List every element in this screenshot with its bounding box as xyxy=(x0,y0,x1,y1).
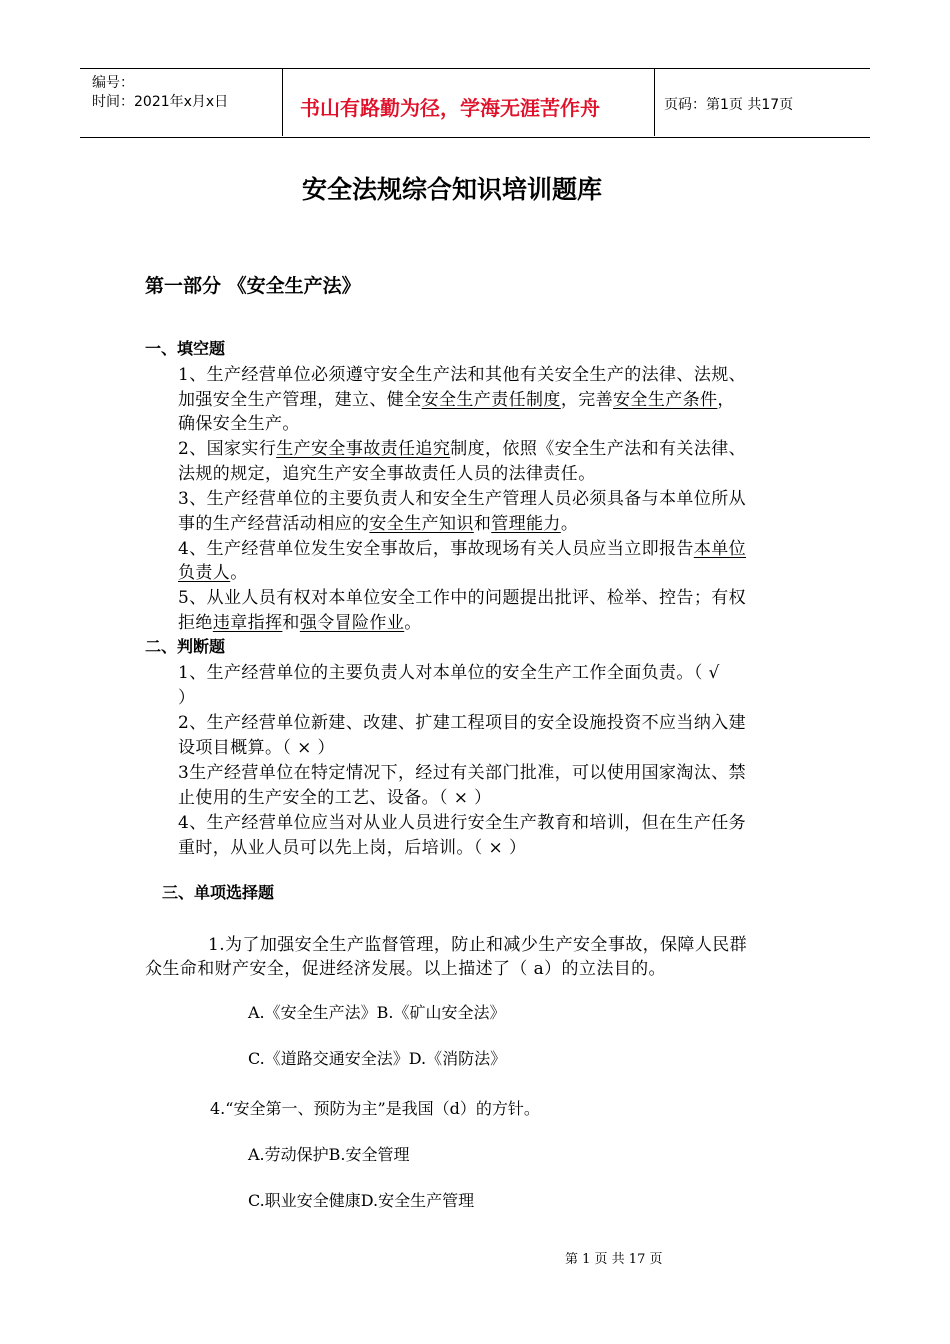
question-line: 设项目概算。（ × ） xyxy=(178,738,335,758)
question-line: 1、生产经营单位的主要负责人对本单位的安全生产工作全面负责。（ √ xyxy=(178,663,720,683)
option-line: C.《道路交通安全法》D.《消防法》 xyxy=(248,1049,507,1068)
text: 加强安全生产管理，建立、健全 xyxy=(178,390,422,410)
section-heading-single-choice: 三、单项选择题 xyxy=(162,883,275,902)
text: 4、生产经营单位发生安全事故后，事故现场有关人员应当立即报告 xyxy=(178,539,694,559)
question-line: 众生命和财产安全，促进经济发展。以上描述了（ a）的立法目的。 xyxy=(145,959,666,979)
answer: 本单位 xyxy=(693,539,747,559)
answer: 安全生产责任制度 xyxy=(421,390,561,410)
header-divider xyxy=(282,68,283,136)
question-line: 止使用的生产安全的工艺、设备。（ × ） xyxy=(178,788,492,808)
text: 事的生产经营活动相应的 xyxy=(178,514,370,534)
text: 制度，依照《安全生产法和有关法律、 xyxy=(450,439,747,459)
question-line xyxy=(178,509,578,534)
option-line: C.职业安全健康D.安全生产管理 xyxy=(248,1191,475,1210)
question-line: 1、生产经营单位必须遵守安全生产法和其他有关安全生产的法律、法规、 xyxy=(178,365,747,385)
answer: 负责人 xyxy=(178,563,231,583)
answer: 生产安全事故责任追究 xyxy=(276,439,451,459)
page-label: 页码：第1页 共17页 xyxy=(664,97,794,113)
motto: 书山有路勤为径，学海无涯苦作舟 xyxy=(300,96,600,120)
number-label: 编号： xyxy=(92,75,134,91)
question-line xyxy=(178,534,746,559)
question-line: 4.“安全第一、预防为主”是我国（d）的方针。 xyxy=(210,1099,540,1118)
part-heading: 第一部分 《安全生产法》 xyxy=(145,275,361,297)
text: 和 xyxy=(473,514,492,534)
option-line: A.劳动保护B.安全管理 xyxy=(248,1145,410,1164)
date-label: 时间：2021年x月x日 xyxy=(92,94,229,110)
text: ，完善 xyxy=(560,390,614,410)
question-line: 确保安全生产。 xyxy=(178,414,300,434)
answer: 强令冒险作业 xyxy=(299,613,405,633)
question-line xyxy=(178,608,422,633)
section-heading-true-false: 二、判断题 xyxy=(145,637,226,656)
question-line xyxy=(178,434,746,459)
answer: 违章指挥 xyxy=(212,613,283,633)
question-line: 2、生产经营单位新建、改建、扩建工程项目的安全设施投资不应当纳入建 xyxy=(178,713,747,733)
question-line: ） xyxy=(178,688,196,708)
question-line: 3生产经营单位在特定情况下，经过有关部门批准，可以使用国家淘汰、禁 xyxy=(178,763,747,783)
section-heading-fill-blank: 一、填空题 xyxy=(145,339,226,358)
question-line: 法规的规定，追究生产安全事故责任人员的法律责任。 xyxy=(178,464,596,484)
question-line xyxy=(178,385,735,410)
option-line: A.《安全生产法》B.《矿山安全法》 xyxy=(248,1003,506,1022)
question-line: 5、从业人员有权对本单位安全工作中的问题提出批评、检举、控告；有权 xyxy=(178,588,747,608)
document-title: 安全法规综合知识培训题库 xyxy=(302,175,603,204)
text: ， xyxy=(717,390,735,410)
text: 。 xyxy=(560,514,579,534)
question-line: 4、生产经营单位应当对从业人员进行安全生产教育和培训，但在生产任务 xyxy=(178,813,747,833)
text: 。 xyxy=(404,613,422,633)
answer: 管理能力 xyxy=(491,514,561,534)
text: 2、国家实行 xyxy=(178,439,277,459)
answer: 安全生产条件 xyxy=(613,390,718,410)
question-line: 重时，从业人员可以先上岗，后培训。（ × ） xyxy=(178,838,527,858)
header-divider xyxy=(654,68,655,136)
question-line: 1.为了加强安全生产监督管理，防止和减少生产安全事故，保障人民群 xyxy=(208,935,748,955)
question-line: 3、生产经营单位的主要负责人和安全生产管理人员必须具备与本单位所从 xyxy=(178,489,747,509)
answer: 安全生产知识 xyxy=(369,514,474,534)
page-footer: 第 1 页 共 17 页 xyxy=(565,1252,663,1267)
text: 。 xyxy=(230,563,248,583)
question-line xyxy=(178,558,248,583)
text: 拒绝 xyxy=(178,613,213,633)
text: 和 xyxy=(282,613,300,633)
